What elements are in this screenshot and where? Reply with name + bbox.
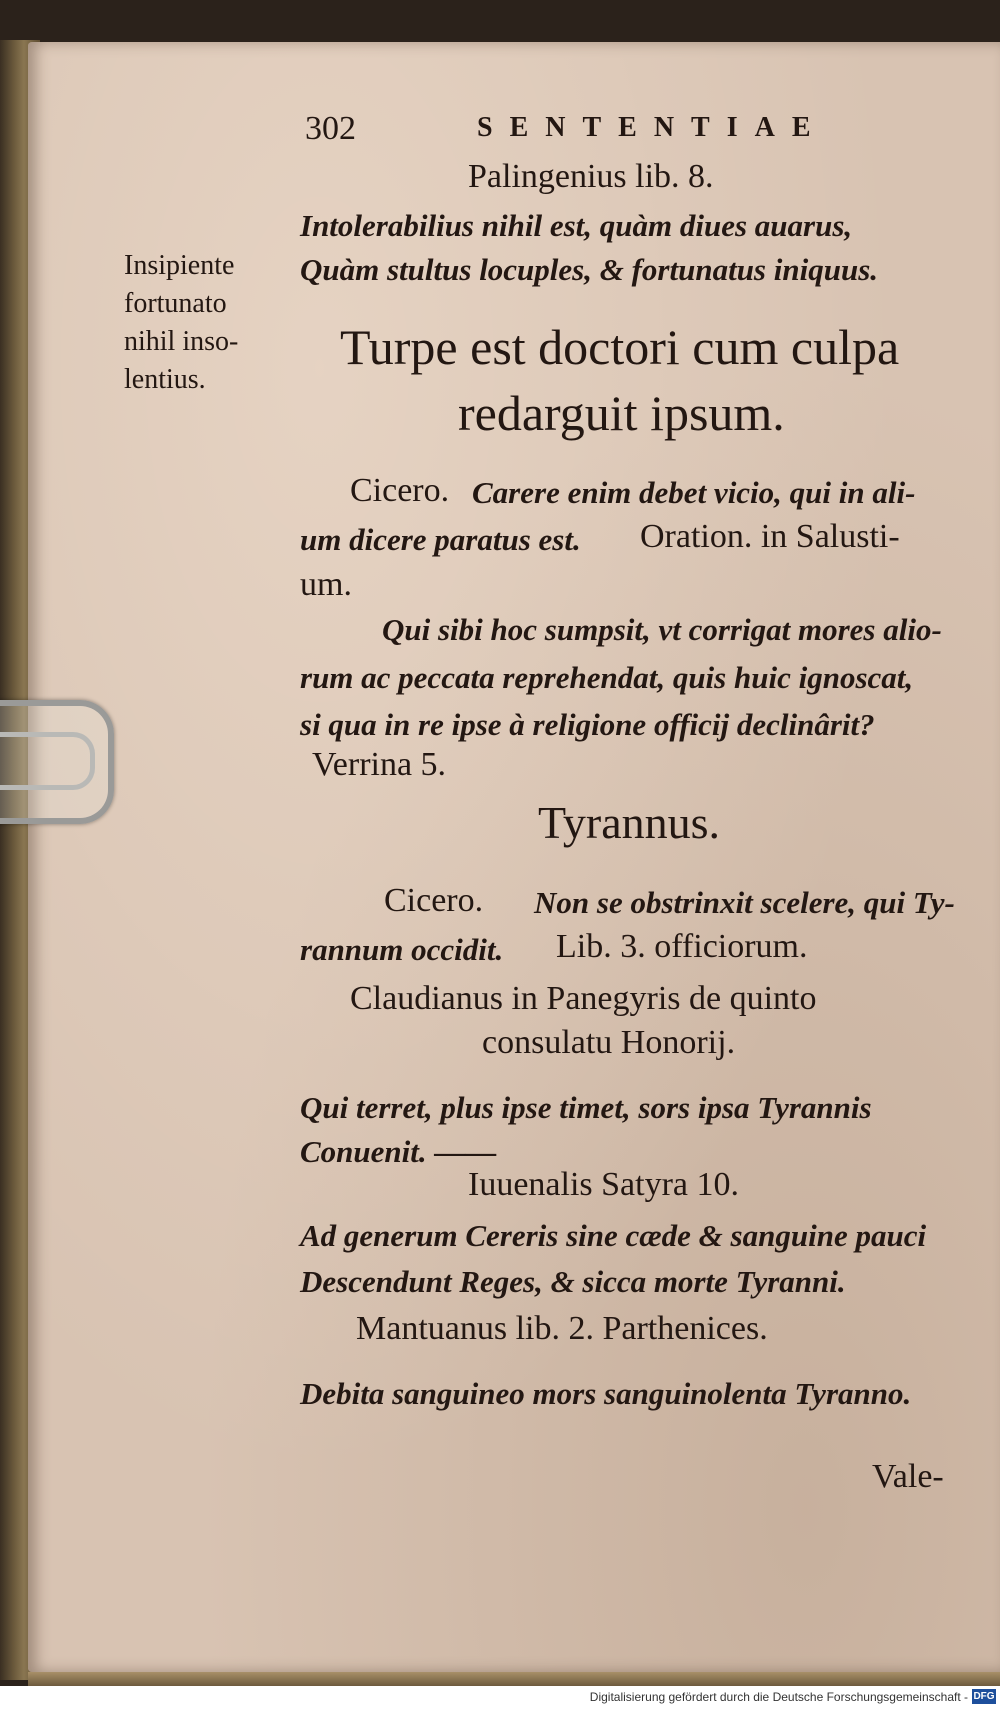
quote-text: Non se obstrinxit scelere, qui Ty- bbox=[534, 885, 955, 920]
verse-line: Ad generum Cereris sine cæde & sanguine pauci bbox=[300, 1218, 927, 1253]
source-reference: Verrina 5. bbox=[312, 746, 447, 783]
margin-note-line: fortunato bbox=[124, 288, 227, 319]
paper-clip-inner bbox=[0, 732, 95, 790]
running-title: SENTENTIAE bbox=[477, 112, 828, 143]
source-reference: Palingenius lib. 8. bbox=[468, 158, 714, 195]
footer-credit-text: Digitalisierung gefördert durch die Deutsche Forschungsgemeinschaft - bbox=[589, 1690, 968, 1704]
margin-note-line: lentius. bbox=[124, 364, 206, 395]
quote-text: Carere enim debet vicio, qui in ali- bbox=[472, 475, 916, 510]
section-heading: Tyrannus. bbox=[538, 797, 721, 848]
margin-note-line: Insipiente bbox=[124, 250, 235, 281]
quote-text: rannum occidit. bbox=[300, 932, 504, 967]
quote-text: Qui sibi hoc sumpsit, vt corrigat mores alio- bbox=[382, 612, 942, 647]
source-reference: Claudianus in Panegyris de quinto bbox=[350, 980, 817, 1017]
source-reference: consulatu Honorij. bbox=[482, 1024, 736, 1061]
quote-text: um. bbox=[300, 566, 352, 603]
source-reference: Iuuenalis Satyra 10. bbox=[468, 1166, 739, 1203]
author-name: Cicero. bbox=[384, 882, 484, 919]
verse-line: Qui terret, plus ipse timet, sors ipsa Tyrannis bbox=[300, 1090, 872, 1125]
section-heading: Turpe est doctori cum culpa bbox=[340, 319, 900, 375]
quote-text: si qua in re ipse à religione officij declinârit? bbox=[300, 707, 875, 742]
dfg-logo-icon: DFG bbox=[973, 1691, 995, 1702]
section-heading: redarguit ipsum. bbox=[458, 385, 785, 441]
source-reference: Lib. 3. officiorum. bbox=[556, 928, 808, 965]
catchword: Vale- bbox=[872, 1458, 944, 1495]
verse-line: Intolerabilius nihil est, quàm diues auarus, bbox=[300, 208, 853, 243]
page-bottom-edge bbox=[28, 1672, 1000, 1686]
verse-line: Descendunt Reges, & sicca morte Tyranni. bbox=[300, 1264, 846, 1299]
author-name: Cicero. bbox=[350, 472, 450, 509]
verse-line: Conuenit. —— bbox=[300, 1134, 497, 1169]
quote-text: um dicere paratus est. bbox=[300, 522, 581, 557]
digitization-footer bbox=[0, 1686, 1000, 1709]
source-reference: Oration. in Salusti- bbox=[640, 518, 900, 555]
verse-line: Debita sanguineo mors sanguinolenta Tyranno. bbox=[300, 1376, 912, 1411]
margin-note-line: nihil inso- bbox=[124, 326, 239, 357]
source-reference: Mantuanus lib. 2. Parthenices. bbox=[356, 1310, 768, 1347]
page-number: 302 bbox=[305, 110, 356, 147]
quote-text: rum ac peccata reprehendat, quis huic ignoscat, bbox=[300, 660, 914, 695]
verse-line: Quàm stultus locuples, & fortunatus iniquus. bbox=[300, 252, 879, 287]
